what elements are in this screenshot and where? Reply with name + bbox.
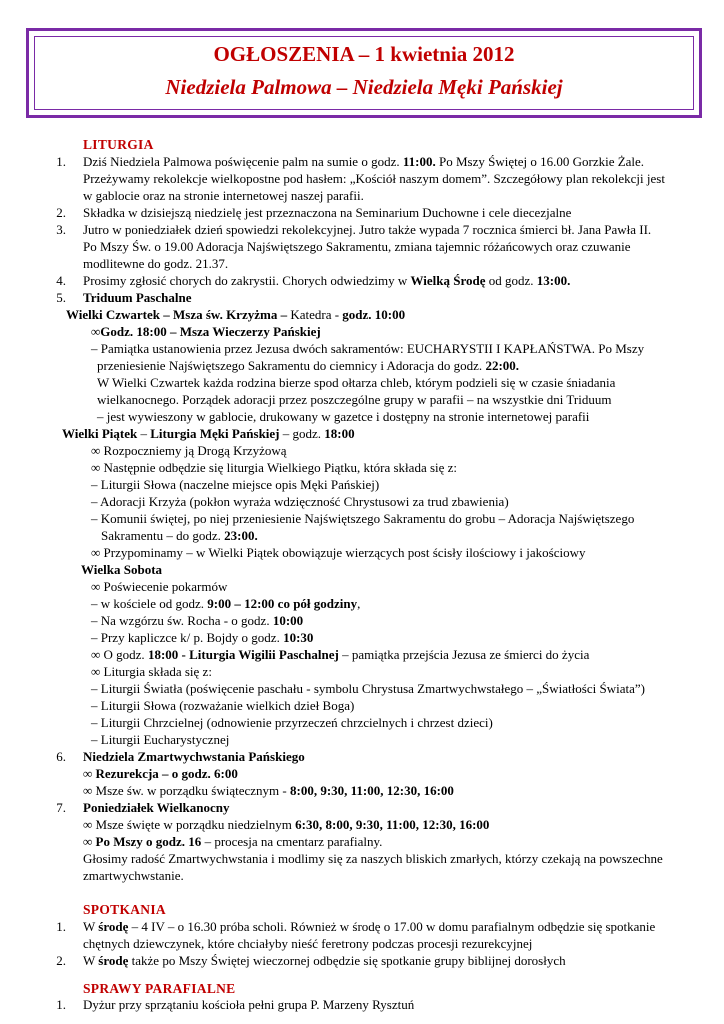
list-number: 2. xyxy=(56,205,66,220)
text-line: w gablocie oraz na stronie internetowej naszej parafii. xyxy=(83,188,364,203)
list-item: Dziś Niedziela Palmowa poświęcenie palm na sumie o godz. 11:00. Po Mszy Świętej o 16.00 Gorzkie Żale. xyxy=(83,154,645,169)
list-item: Niedziela Zmartwychwstania Pańskiego xyxy=(83,749,305,764)
text-line: ∞ Poświecenie pokarmów xyxy=(91,579,228,594)
text-line: ∞ Rezurekcja – o godz. 6:00 xyxy=(83,766,238,781)
text-line: przeniesienie Najświętszego Sakramentu do ciemnicy i Adoracja do godz. 22:00. xyxy=(97,358,520,373)
text-line: – Komunii świętej, po niej przeniesienie Najświętszego Sakramentu do grobu – Adoracja Najświętszego xyxy=(91,511,635,526)
text-line: ∞ Przypominamy – w Wielki Piątek obowiązuje wierzących post ścisły ilościowy i jakościowy xyxy=(91,545,586,560)
text-line: – jest wywieszony w gablocie, drukowany w gazetce i dostępny na stronie internetowej parafii xyxy=(97,409,590,424)
list-number: 3. xyxy=(56,222,66,237)
text-line: Głosimy radość Zmartwychwstania i modlimy się za naszych bliskich zmarłych, którzy czekają na powszechne xyxy=(83,851,663,866)
list-item: Składka w dzisiejszą niedzielę jest przeznaczona na Seminarium Duchowne i cele diecezjalne xyxy=(83,205,572,220)
text-line: Sakramentu – do godz. 23:00. xyxy=(101,528,258,543)
list-number: 1. xyxy=(56,919,66,934)
section-title-liturgia: LITURGIA xyxy=(83,137,154,152)
list-item: Prosimy zgłosić chorych do zakrystii. Chorych odwiedzimy w Wielką Środę od godz. 13:00. xyxy=(83,273,571,288)
text-line: ∞Godz. 18:00 – Msza Wieczerzy Pańskiej xyxy=(91,324,321,339)
text-line: ∞ Rozpoczniemy ją Drogą Krzyżową xyxy=(91,443,287,458)
text-line: zmartwychwstanie. xyxy=(83,868,184,883)
list-item: Poniedziałek Wielkanocny xyxy=(83,800,230,815)
section-title-sprawy: SPRAWY PARAFIALNE xyxy=(83,981,236,996)
list-number: 2. xyxy=(56,953,66,968)
page-title: OGŁOSZENIA – 1 kwietnia 2012 xyxy=(213,42,515,66)
text-line: – Liturgii Chrzcielnej (odnowienie przyrzeczeń chrzcielnych i chrzest dzieci) xyxy=(91,715,493,730)
section-title-spotkania: SPOTKANIA xyxy=(83,902,166,917)
text-line: Wielki Czwartek – Msza św. Krzyżma – Katedra - godz. 10:00 xyxy=(66,307,406,322)
page-subtitle: Niedziela Palmowa – Niedziela Męki Pańskiej xyxy=(165,75,563,99)
text-line: Po Mszy Św. o 19.00 Adoracja Najświętszego Sakramentu, zmiana tajemnic różańcowych oraz czuwanie xyxy=(83,239,631,254)
text-line: – Pamiątka ustanowienia przez Jezusa dwóch sakramentów: EUCHARYSTII I KAPŁAŃSTWA. Po Mszy xyxy=(91,341,645,356)
list-number: 7. xyxy=(56,800,66,815)
list-number: 4. xyxy=(56,273,66,288)
list-item: W środę – 4 IV – o 16.30 próba scholi. Również w środę o 17.00 w domu parafialnym odbędzie się spotkanie xyxy=(83,919,656,934)
text-line: ∞ Liturgia składa się z: xyxy=(91,664,212,679)
list-number: 6. xyxy=(56,749,66,764)
text-line: ∞ O godz. 18:00 - Liturgia Wigilii Paschalnej – pamiątka przejścia Jezusa ze śmierci do życia xyxy=(91,647,590,662)
header-frame xyxy=(26,28,702,118)
text-line: ∞ Po Mszy o godz. 16 – procesja na cmentarz parafialny. xyxy=(83,834,383,849)
text-line: ∞ Następnie odbędzie się liturgia Wielkiego Piątku, która składa się z: xyxy=(91,460,458,475)
text-line: ∞ Msze święte w porządku niedzielnym 6:30, 8:00, 9:30, 11:00, 12:30, 16:00 xyxy=(83,817,490,832)
text-line: – Przy kapliczce k/ p. Bojdy o godz. 10:30 xyxy=(91,630,314,645)
text-line: wielkanocnego. Porządek adoracji przez poszczególne grupy w parafii – na wszystkie dni Triduum xyxy=(97,392,612,407)
text-line: – Liturgii Światła (poświęcenie paschału - symbolu Chrystusa Zmartwychwstałego – „Światłości Świata”) xyxy=(91,681,645,696)
text-line: W Wielki Czwartek każda rodzina bierze spod ołtarza chleb, którym podzieli się w czasie śniadania xyxy=(97,375,616,390)
text-line: chętnych dziewczynek, które chciałyby nieść feretrony podczas procesji rezurekcyjnej xyxy=(83,936,533,951)
text-line: modlitewne do godz. 21.37. xyxy=(83,256,229,271)
text-line: – Liturgii Słowa (rozważanie wielkich dzieł Boga) xyxy=(91,698,355,713)
text-line: – w kościele od godz. 9:00 – 12:00 co pół godziny, xyxy=(91,596,361,611)
text-line: – Na wzgórzu św. Rocha - o godz. 10:00 xyxy=(91,613,304,628)
text-line: Przeżywamy rekolekcje wielkopostne pod hasłem: „Kościół naszym domem”. Szczegółowy plan rekolekcji jest xyxy=(83,171,665,186)
text-line: – Adoracji Krzyża (pokłon wyraża wdzięczność Chrystusowi za trud zbawienia) xyxy=(91,494,509,509)
list-number: 1. xyxy=(56,997,66,1012)
text-line: – Liturgii Eucharystycznej xyxy=(91,732,230,747)
text-line: ∞ Msze św. w porządku świątecznym - 8:00, 9:30, 11:00, 12:30, 16:00 xyxy=(83,783,454,798)
list-number: 1. xyxy=(56,154,66,169)
list-item: Jutro w poniedziałek dzień spowiedzi rekolekcyjnej. Jutro także wypada 7 rocznica śmierci bł. Jana Pawła II. xyxy=(83,222,652,237)
list-item: Dyżur przy sprzątaniu kościoła pełni grupa P. Marzeny Rysztuń xyxy=(83,997,415,1012)
list-item: Triduum Paschalne xyxy=(83,290,192,305)
text-line: – Liturgii Słowa (naczelne miejsce opis Męki Pańskiej) xyxy=(91,477,380,492)
list-item: W środę także po Mszy Świętej wieczornej odbędzie się spotkanie grupy biblijnej dorosłych xyxy=(83,953,566,968)
list-number: 5. xyxy=(56,290,66,305)
text-line: Wielki Piątek – Liturgia Męki Pańskiej – godz. 18:00 xyxy=(62,426,355,441)
text-line: Wielka Sobota xyxy=(81,562,163,577)
